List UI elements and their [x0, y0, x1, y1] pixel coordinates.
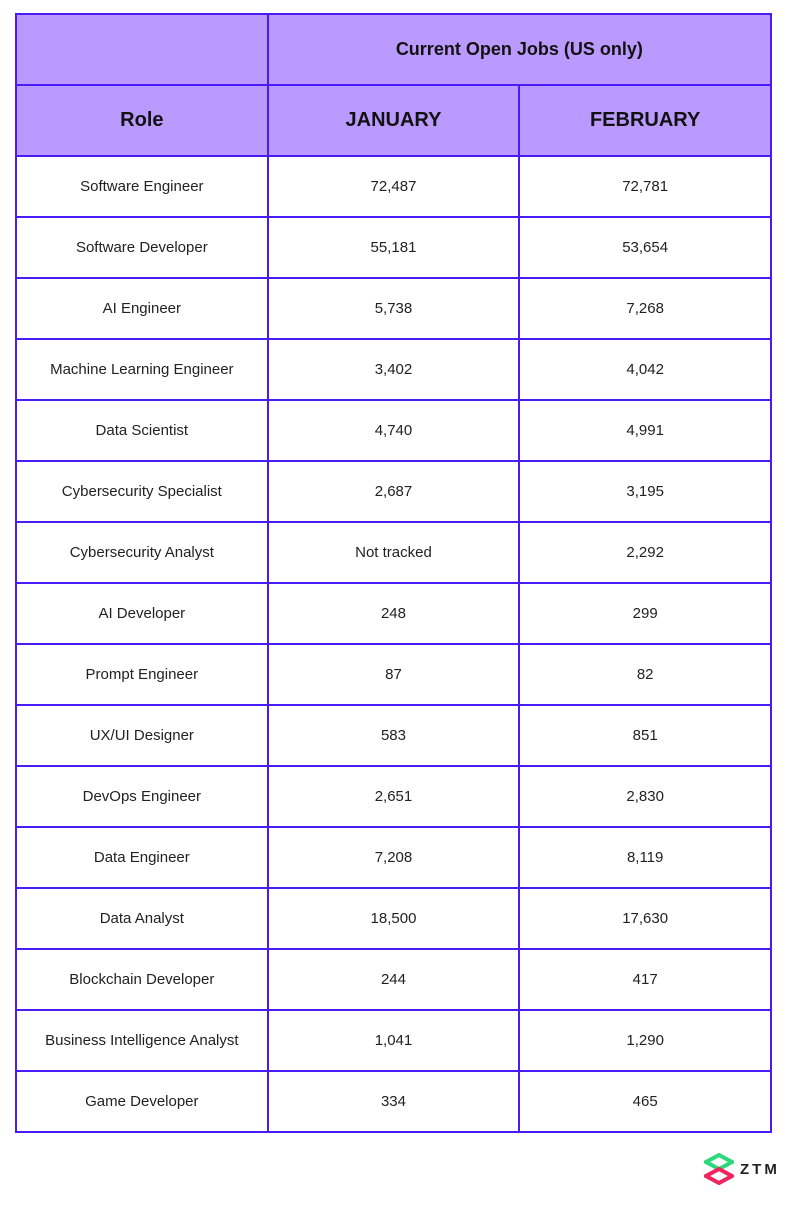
table-row — [16, 339, 771, 400]
january-cell: 2,651 — [268, 766, 520, 827]
table-row — [16, 583, 771, 644]
column-header-february: FEBRUARY — [519, 85, 771, 156]
january-cell: 7,208 — [268, 827, 520, 888]
table-row — [16, 1071, 771, 1132]
role-cell: Machine Learning Engineer — [16, 339, 268, 400]
role-cell: Data Scientist — [16, 400, 268, 461]
january-cell: 334 — [268, 1071, 520, 1132]
role-cell: Data Engineer — [16, 827, 268, 888]
february-cell: 4,991 — [519, 400, 771, 461]
role-cell: AI Developer — [16, 583, 268, 644]
role-cell: Business Intelligence Analyst — [16, 1010, 268, 1071]
role-cell: UX/UI Designer — [16, 705, 268, 766]
february-cell: 299 — [519, 583, 771, 644]
january-cell: 2,687 — [268, 461, 520, 522]
january-cell: 4,740 — [268, 400, 520, 461]
table-row — [16, 217, 771, 278]
ztm-logo-icon — [704, 1153, 734, 1185]
january-cell: 583 — [268, 705, 520, 766]
february-cell: 1,290 — [519, 1010, 771, 1071]
role-cell: Cybersecurity Analyst — [16, 522, 268, 583]
january-cell: 1,041 — [268, 1010, 520, 1071]
table-row — [16, 156, 771, 217]
january-cell: 18,500 — [268, 888, 520, 949]
column-header-role: Role — [16, 85, 268, 156]
table-row — [16, 461, 771, 522]
january-cell: 87 — [268, 644, 520, 705]
role-cell: Game Developer — [16, 1071, 268, 1132]
ztm-logo — [704, 1153, 780, 1185]
role-cell: Data Analyst — [16, 888, 268, 949]
february-cell: 4,042 — [519, 339, 771, 400]
february-cell: 7,268 — [519, 278, 771, 339]
table-row — [16, 888, 771, 949]
february-cell: 17,630 — [519, 888, 771, 949]
february-cell: 465 — [519, 1071, 771, 1132]
january-cell: Not tracked — [268, 522, 520, 583]
january-cell: 72,487 — [268, 156, 520, 217]
january-cell: 3,402 — [268, 339, 520, 400]
february-cell: 8,119 — [519, 827, 771, 888]
role-cell: DevOps Engineer — [16, 766, 268, 827]
open-jobs-table — [15, 13, 772, 1133]
role-cell: AI Engineer — [16, 278, 268, 339]
february-cell: 82 — [519, 644, 771, 705]
february-cell: 2,292 — [519, 522, 771, 583]
january-cell: 55,181 — [268, 217, 520, 278]
february-cell: 72,781 — [519, 156, 771, 217]
table-row — [16, 278, 771, 339]
january-cell: 5,738 — [268, 278, 520, 339]
february-cell: 2,830 — [519, 766, 771, 827]
table-row — [16, 400, 771, 461]
role-cell: Blockchain Developer — [16, 949, 268, 1010]
table-row — [16, 827, 771, 888]
table-row — [16, 949, 771, 1010]
table-row — [16, 644, 771, 705]
table-row — [16, 1010, 771, 1071]
role-cell: Prompt Engineer — [16, 644, 268, 705]
february-cell: 3,195 — [519, 461, 771, 522]
group-header: Current Open Jobs (US only) — [268, 14, 771, 85]
january-cell: 248 — [268, 583, 520, 644]
february-cell: 53,654 — [519, 217, 771, 278]
role-cell: Cybersecurity Specialist — [16, 461, 268, 522]
role-cell: Software Developer — [16, 217, 268, 278]
february-cell: 417 — [519, 949, 771, 1010]
table-row — [16, 705, 771, 766]
february-cell: 851 — [519, 705, 771, 766]
january-cell: 244 — [268, 949, 520, 1010]
role-cell: Software Engineer — [16, 156, 268, 217]
table-row — [16, 766, 771, 827]
column-header-january: JANUARY — [268, 85, 520, 156]
empty-header-cell — [16, 14, 268, 85]
ztm-logo-text: ZTM — [740, 1160, 780, 1178]
table-row — [16, 522, 771, 583]
